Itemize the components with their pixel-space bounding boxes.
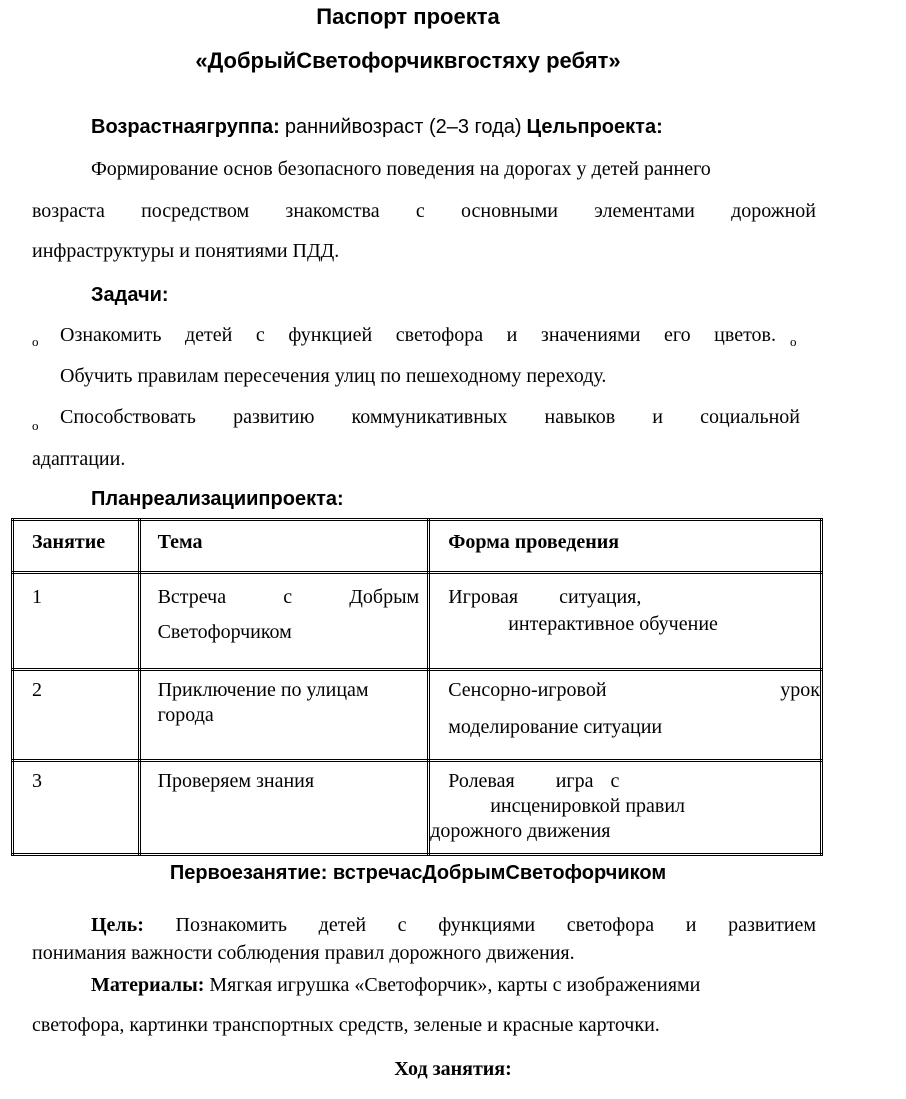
form-word: урок [780,679,820,701]
materials-text: Мягкая игрушка «Светофорчик», карты с изображениями [209,974,701,996]
topic-line [141,574,428,609]
materials-line-1 [91,974,700,997]
materials-label: Материалы: [91,974,205,996]
course-label: Ход занятия: [394,1058,512,1080]
age-label: Возрастнаягруппа: [91,116,280,138]
table-row [13,670,822,761]
table-cell [13,670,140,761]
row-number: 1 [32,586,42,608]
goal-text-line-2: возраста посредством знакомства с основными элементами дорожной [32,200,816,222]
plan-label: Планреализациипроекта: [91,488,344,510]
table-row [13,761,822,855]
table-cell [139,573,429,670]
table-header-row [13,520,822,573]
project-name: «ДобрыйСветофорчиквгостяху ребят» [195,48,621,73]
goal-text-line-3: инфраструктуры и понятиями ПДД. [32,240,340,262]
age-goal-line [91,116,663,139]
form-word: с [610,770,620,792]
table-header-cell [139,520,429,573]
table-cell [429,670,822,761]
form-line: моделирование ситуации [448,716,663,738]
form-line [430,574,820,609]
topic-line: Проверяем знания [157,770,315,792]
lesson-goal-line-2: понимания важности соблюдения правил дорожного движения. [32,942,575,964]
tasks-label: Задачи: [91,284,169,306]
goal-label: Цельпроекта: [526,116,663,138]
lesson-goal-label: Цель: [91,914,144,936]
topic-word: с [283,586,293,608]
task-1: Ознакомить детей с функцией светофора и значениями его цветов. [60,324,776,346]
table-header-cell [13,520,140,573]
form-word: игра [555,770,594,792]
bullet-icon: o [32,334,39,349]
topic-line: Приключение по улицам [157,679,369,701]
header-form: Форма проведения [448,531,620,553]
form-line [430,762,820,793]
form-line: интерактивное обучение [508,613,718,635]
form-word: Игровая [448,586,519,608]
topic-line: Светофорчиком [157,621,292,643]
form-word: ситуация, [559,586,642,608]
table-cell [13,761,140,855]
materials-line-2: светофора, картинки транспортных средств, зеленые и красные карточки. [32,1014,660,1036]
age-value: раннийвозраст (2–3 года) [284,116,522,138]
table-cell [13,573,140,670]
header-lesson: Занятие [32,531,106,553]
row-number: 2 [32,679,42,701]
topic-word: Встреча [157,586,227,608]
table-cell [429,573,822,670]
table-cell [429,761,822,855]
plan-table [11,518,823,856]
task-2: Обучить правилам пересечения улиц по пешеходному переходу. [60,365,607,387]
first-lesson-title: Первоезанятие: встречасДобрымСветофорчиком [169,862,667,884]
bullet-icon: o [790,334,797,349]
table-cell [139,761,429,855]
bullet-icon: o [32,418,39,433]
task-3: Способствовать развитию коммуникативных навыков и социальной [60,406,800,428]
form-line: дорожного движения [430,820,611,842]
lesson-goal-text: Познакомить детей с функциями светофора и развитием [175,914,817,936]
header-topic: Тема [157,531,203,553]
table-row [13,573,822,670]
form-line [430,671,820,702]
topic-word: Добрым [349,586,420,608]
topic-line: города [157,704,214,726]
form-word: Сенсорно-игровой [448,679,607,701]
table-cell [139,670,429,761]
row-number: 3 [32,770,42,792]
table-header-cell [429,520,822,573]
form-word: Ролевая [448,770,515,792]
goal-text-line-1: Формирование основ безопасного поведения на дорогах у детей раннего [91,158,711,180]
page-title: Паспорт проекта [316,4,500,29]
lesson-goal-line-1 [91,914,816,937]
form-line: инсценировкой правил [490,795,686,817]
task-3-cont: адаптации. [32,448,126,470]
